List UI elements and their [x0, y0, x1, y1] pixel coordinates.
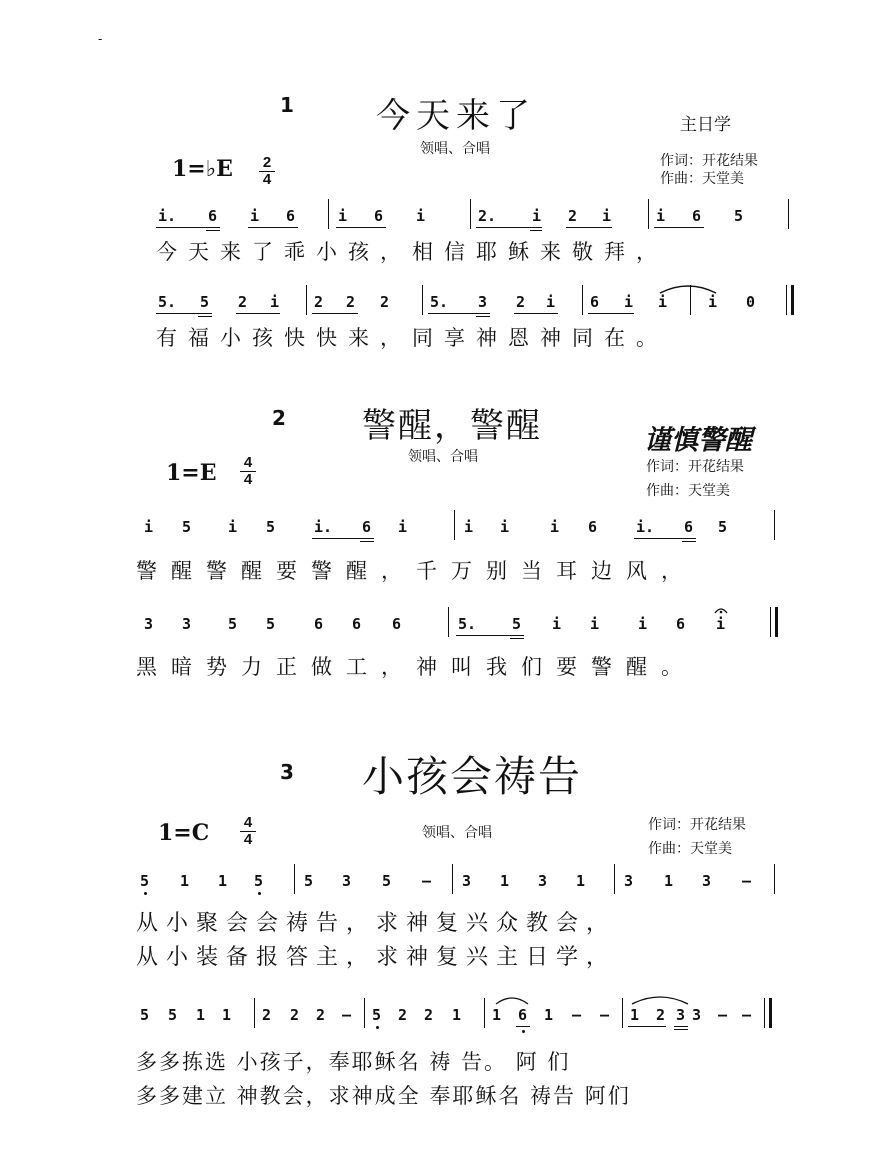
lyrics-line-1b: 从小装备报答主，求神复兴主日学，: [136, 945, 617, 970]
time-top: 4: [243, 454, 253, 471]
notation-line-1: i. 6 i 6 i 6 i 2. i 2 i i 6 5: [0, 207, 870, 237]
time-bottom: 4: [243, 831, 253, 848]
lyrics-line-1a: 从小聚会会祷告，求神复兴众教会，: [136, 911, 617, 936]
composer-credit: 作曲：天堂美: [660, 171, 744, 187]
time-bottom: 4: [262, 171, 272, 188]
lyricist-credit: 作词：开花结果: [648, 817, 746, 833]
song-tag: 主日学: [680, 115, 731, 135]
corner-mark: -: [98, 32, 103, 46]
lyrics-line-1: 警醒警醒要警醒，千万别当耳边风，: [136, 559, 696, 583]
composer-credit: 作曲：天堂美: [648, 841, 732, 857]
lyricist-credit: 作词：开花结果: [646, 459, 744, 475]
notation-line-2: 3 3 5 5 6 6 6 5. 5 i i i 6 i: [0, 615, 870, 645]
lyrics-line-2a: 多多拣选 小孩子，奉耶稣名 祷 告。 阿 们: [136, 1050, 571, 1074]
time-bottom: 4: [243, 471, 253, 488]
time-top: 2: [262, 154, 272, 171]
time-signature: [240, 456, 256, 487]
song-number: 3: [280, 760, 294, 784]
lyrics-line-2: 有福小孩快快来，同享神恩神同在。: [156, 326, 668, 350]
notation-line-2: 5. 5 2 i 2 2 2 5. 3 2 i 6 i i i 0: [0, 293, 870, 323]
lyricist-credit: 作词：开花结果: [660, 153, 758, 169]
song-title: 今天来了: [376, 96, 536, 136]
notation-line-2: 5 5 1 1 2 2 2 – 5 2 2 1 1 6 1 – – 1 2 3 3 – –: [0, 1006, 870, 1036]
song-tag: 谨慎警醒: [644, 425, 752, 456]
song-title: 小孩会祷告: [362, 752, 583, 801]
song-number: 2: [272, 406, 286, 430]
lyrics-line-1: 今天来了乖小孩，相信耶稣来敬拜，: [156, 240, 668, 264]
performance-note: 领唱、合唱: [408, 449, 478, 465]
composer-credit: 作曲：天堂美: [646, 483, 730, 499]
time-signature: [259, 156, 275, 187]
performance-note: 领唱、合唱: [420, 141, 490, 157]
key-signature: 1=C: [158, 820, 210, 846]
key-signature: 1=♭E: [172, 156, 233, 182]
notation-line-1: i 5 i 5 i. 6 i i i i 6 i. 6 5: [0, 518, 870, 548]
notation-line-1: 5 1 1 5 5 3 5 – 3 1 3 1 3 1 3 –: [0, 872, 870, 902]
song-title: 警醒，警醒: [362, 406, 542, 446]
key-signature: 1=E: [166, 460, 217, 486]
time-top: 4: [243, 814, 253, 831]
lyrics-line-2b: 多多建立 神教会，求神成全 奉耶稣名 祷告 阿们: [136, 1084, 631, 1108]
lyrics-line-2: 黑暗势力正做工，神叫我们要警醒。: [136, 655, 696, 679]
song-number: 1: [280, 93, 294, 117]
performance-note: 领唱、合唱: [422, 825, 492, 841]
time-signature: [240, 816, 256, 847]
